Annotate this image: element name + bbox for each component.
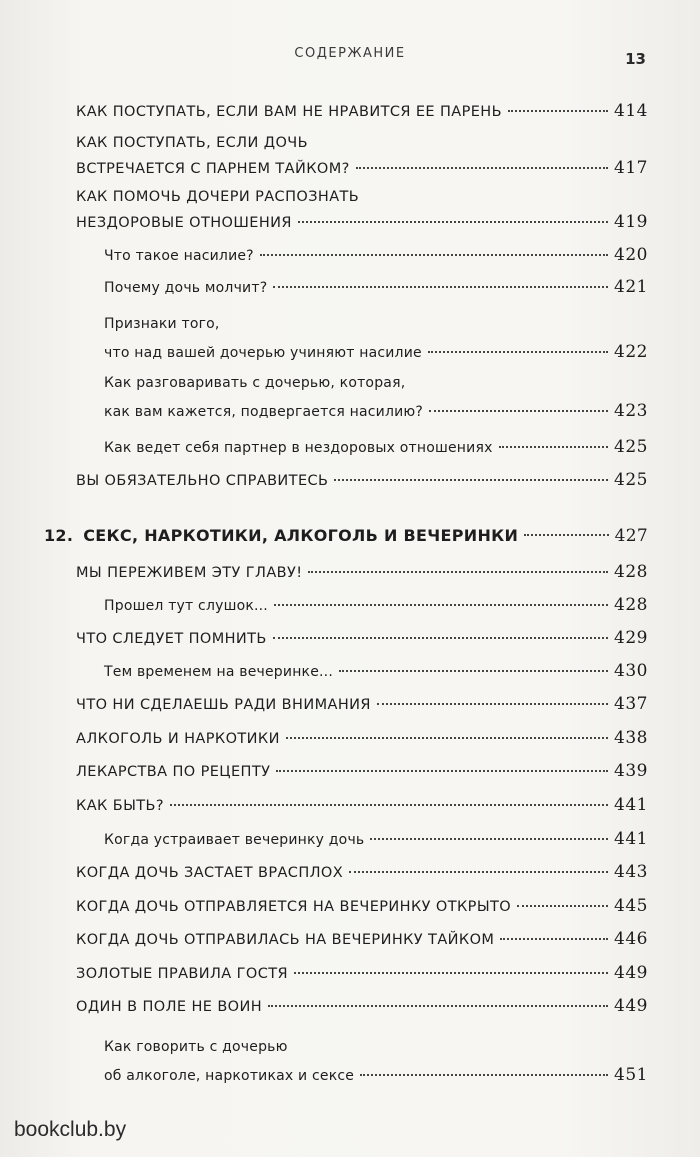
dot-leader — [349, 871, 608, 873]
toc-entry-page: 425 — [614, 470, 648, 490]
dot-leader — [429, 410, 608, 412]
toc-entry-title: Прошел тут слушок... — [104, 598, 268, 614]
dot-leader — [260, 254, 608, 256]
dot-leader — [377, 703, 608, 705]
page-number: 13 — [625, 50, 646, 68]
toc-entry-page: 449 — [614, 963, 648, 983]
toc-entry-title: КАК ПОСТУПАТЬ, ЕСЛИ ДОЧЬ — [76, 135, 308, 151]
toc-entry-page: 430 — [614, 661, 648, 681]
dot-leader — [268, 1005, 608, 1007]
toc-entry-page: 429 — [614, 628, 648, 648]
toc-entry-title: КАК ПОМОЧЬ ДОЧЕРИ РАСПОЗНАТЬ — [76, 189, 360, 205]
toc-entry — [76, 962, 648, 985]
toc-entry-title: Что такое насилие? — [104, 248, 254, 264]
toc-entry-title: КОГДА ДОЧЬ ЗАСТАЕТ ВРАСПЛОХ — [76, 865, 344, 881]
toc-entry-page: 414 — [614, 101, 648, 121]
toc-entry-title: ЗОЛОТЫЕ ПРАВИЛА ГОСТЯ — [76, 966, 288, 982]
toc-entry-title: КОГДА ДОЧЬ ОТПРАВИЛАСЬ НА ВЕЧЕРИНКУ ТАЙКОМ — [76, 932, 495, 948]
toc-entry-title: что над вашей дочерью учиняют насилие — [104, 345, 422, 361]
toc-entry-title: НЕЗДОРОВЫЕ ОТНОШЕНИЯ — [76, 215, 292, 231]
toc-entry — [76, 727, 648, 750]
toc-entry — [104, 660, 648, 683]
toc-entry-page: 438 — [614, 728, 648, 748]
toc-entry — [104, 828, 648, 851]
dot-leader — [500, 938, 608, 940]
toc-entry — [76, 794, 648, 817]
toc-entry-page: 441 — [614, 829, 648, 849]
toc-entry — [104, 436, 648, 459]
toc-entry — [76, 693, 648, 716]
chapter-number: 12. — [44, 526, 74, 545]
toc-entry — [76, 861, 648, 884]
dot-leader — [273, 637, 608, 639]
toc-entry-title: об алкоголе, наркотиках и сексе — [104, 1068, 355, 1084]
toc-entry-page: 423 — [614, 401, 648, 421]
dot-leader — [508, 110, 608, 112]
toc-entry-page: 422 — [614, 342, 648, 362]
toc-entry — [76, 132, 648, 180]
toc-entry — [104, 276, 648, 299]
toc-entry — [76, 895, 648, 918]
toc-entry — [104, 594, 648, 617]
toc-entry-page: 425 — [614, 437, 648, 457]
toc-entry-title: КАК ПОСТУПАТЬ, ЕСЛИ ВАМ НЕ НРАВИТСЯ ЕЕ ПАРЕНЬ — [76, 104, 502, 120]
toc-entry-page: 419 — [614, 212, 648, 232]
toc-entry-page: 441 — [614, 795, 648, 815]
toc-entry — [76, 928, 648, 951]
toc-entry-title: Признаки того, — [104, 316, 220, 332]
toc-entry-page: 421 — [614, 277, 648, 297]
dot-leader — [370, 838, 608, 840]
toc-entry-title: ЧТО СЛЕДУЕТ ПОМНИТЬ — [76, 631, 267, 647]
dot-leader — [273, 286, 608, 288]
toc-entry — [76, 100, 648, 123]
toc-entry — [76, 760, 648, 783]
toc-entry-page: 428 — [614, 595, 648, 615]
toc-entry-page: 439 — [614, 761, 648, 781]
toc-entry-title: Тем временем на вечеринке... — [104, 664, 333, 680]
dot-leader — [294, 972, 608, 974]
running-head: СОДЕРЖАНИЕ — [294, 46, 406, 61]
dot-leader — [308, 571, 608, 573]
toc-entry — [104, 1036, 648, 1087]
toc-entry-page: 445 — [614, 896, 648, 916]
toc-entry — [76, 469, 648, 492]
toc-entry-title: КОГДА ДОЧЬ ОТПРАВЛЯЕТСЯ НА ВЕЧЕРИНКУ ОТКРЫТО — [76, 899, 512, 915]
toc-entry — [76, 561, 648, 584]
dot-leader — [170, 804, 608, 806]
toc-entry-title: ЧТО НИ СДЕЛАЕШЬ РАДИ ВНИМАНИЯ — [76, 697, 371, 713]
toc-entry-title: КАК БЫТЬ? — [76, 798, 164, 814]
toc-entry-title: Как ведет себя партнер в нездоровых отношениях — [104, 440, 493, 456]
toc-entry-title: Когда устраивает вечеринку дочь — [104, 832, 365, 848]
dot-leader — [339, 670, 608, 672]
toc-entry-page: 443 — [614, 862, 648, 882]
toc-entry-page: 449 — [614, 996, 648, 1016]
toc-entry-title: Почему дочь молчит? — [104, 280, 268, 296]
toc-entry — [104, 244, 648, 267]
toc-entry-title: ОДИН В ПОЛЕ НЕ ВОИН — [76, 999, 263, 1015]
dot-leader — [428, 351, 608, 353]
toc-entry-title: как вам кажется, подвергается насилию? — [104, 404, 424, 420]
toc-entry-title: ЛЕКАРСТВА ПО РЕЦЕПТУ — [76, 764, 271, 780]
toc-entry-title: ВЫ ОБЯЗАТЕЛЬНО СПРАВИТЕСЬ — [76, 473, 329, 489]
toc-entry-title: АЛКОГОЛЬ И НАРКОТИКИ — [76, 731, 280, 747]
toc-entry — [104, 313, 648, 364]
dot-leader — [274, 604, 608, 606]
dot-leader — [276, 770, 608, 772]
chapter-page: 427 — [614, 526, 648, 546]
toc-entry-page: 417 — [614, 158, 648, 178]
chapter-title: СЕКС, НАРКОТИКИ, АЛКОГОЛЬ И ВЕЧЕРИНКИ — [83, 526, 519, 545]
site-watermark: bookclub.by — [14, 1118, 127, 1141]
dot-leader — [360, 1074, 608, 1076]
toc-entry-title: Как разговаривать с дочерью, которая, — [104, 375, 406, 391]
toc-entry-page: 420 — [614, 245, 648, 265]
chapter-heading — [44, 524, 648, 548]
toc-entry — [76, 995, 648, 1018]
dot-leader — [286, 737, 608, 739]
dot-leader — [499, 446, 608, 448]
dot-leader — [524, 534, 608, 536]
dot-leader — [517, 905, 608, 907]
toc-entry-page: 446 — [614, 929, 648, 949]
toc-entry-title: ВСТРЕЧАЕТСЯ С ПАРНЕМ ТАЙКОМ? — [76, 161, 350, 177]
toc-entry-page: 437 — [614, 694, 648, 714]
toc-entry — [76, 186, 648, 234]
toc-entry-page: 451 — [614, 1065, 648, 1085]
dot-leader — [334, 479, 608, 481]
toc-entry-title: Как говорить с дочерью — [104, 1039, 288, 1055]
dot-leader — [356, 167, 608, 169]
dot-leader — [298, 221, 608, 223]
toc-entry — [76, 627, 648, 650]
toc-entry — [104, 372, 648, 423]
toc-entry-title: МЫ ПЕРЕЖИВЕМ ЭТУ ГЛАВУ! — [76, 565, 303, 581]
toc-entry-page: 428 — [614, 562, 648, 582]
